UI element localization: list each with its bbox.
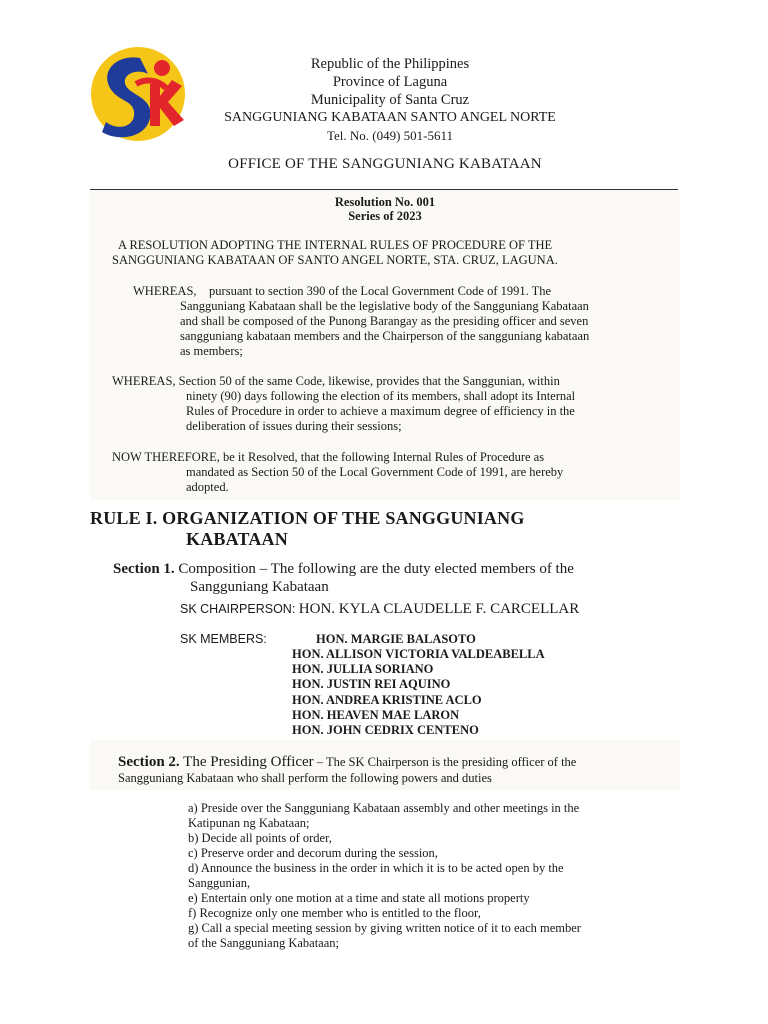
header-telephone: Tel. No. (049) 501-5611 — [326, 128, 454, 143]
rule-1-heading-cont: KABATAAN — [186, 529, 288, 549]
header-sk-name: SANGGUNIANG KABATAAN SANTO ANGEL NORTE — [224, 110, 556, 125]
whereas-1-line2: Sangguniang Kabataan shall be the legislative body of the Sangguniang Kabataan — [180, 299, 589, 313]
duty-item: Katipunan ng Kabataan; — [188, 816, 310, 830]
duty-item: e) Entertain only one motion at a time and state all motions property — [188, 891, 530, 905]
duty-item: c) Preserve order and decorum during the session, — [188, 846, 438, 860]
header-municipality: Municipality of Santa Cruz — [310, 92, 470, 108]
duty-item: of the Sangguniang Kabataan; — [188, 936, 339, 950]
member-item: HON. ANDREA KRISTINE ACLO — [292, 693, 482, 707]
duty-item: Sanggunian, — [188, 876, 251, 890]
resolution-number: Resolution No. 001 — [334, 195, 436, 209]
section-2-title: The Presiding Officer — [179, 754, 314, 770]
resolution-series: Series of 2023 — [348, 209, 422, 223]
section-2-line2: Sangguniang Kabataan who shall perform the following powers and duties — [118, 771, 492, 785]
section-1-line1 — [113, 560, 574, 578]
member-item: HON. MARGIE BALASOTO — [316, 632, 476, 646]
whereas-1-line3: and shall be composed of the Punong Barangay as the presiding officer and seven — [180, 314, 589, 328]
section-1-label: Section 1. — [113, 561, 175, 577]
member-item: HON. JOHN CEDRIX CENTENO — [292, 723, 479, 737]
now-therefore-line2: mandated as Section 50 of the Local Government Code of 1991, are hereby — [186, 465, 564, 479]
member-item: HON. JUSTIN REI AQUINO — [292, 677, 451, 691]
sk-chairperson-name: HON. KYLA CLAUDELLE F. CARCELLAR — [298, 601, 580, 617]
member-item: HON. ALLISON VICTORIA VALDEABELLA — [292, 647, 545, 661]
section-1-text: Composition – The following are the duty elected members of the — [174, 561, 574, 577]
now-therefore-line3: adopted. — [186, 480, 229, 494]
whereas-1-line5: as members; — [180, 344, 243, 358]
whereas-2-line1: WHEREAS, Section 50 of the same Code, likewise, provides that the Sanggunian, within — [112, 374, 560, 388]
whereas-2-line2: ninety (90) days following the election of its members, shall adopt its Internal — [186, 389, 576, 403]
sk-chairperson-label: SK CHAIRPERSON: — [180, 602, 299, 616]
now-therefore-line1: NOW THEREFORE, be it Resolved, that the following Internal Rules of Procedure as — [112, 450, 545, 464]
whereas-2-line3: Rules of Procedure in order to achieve a maximum degree of efficiency in the — [186, 404, 575, 418]
member-item: HON. HEAVEN MAE LARON — [292, 708, 460, 722]
whereas-1-line1: WHEREAS, pursuant to section 390 of the Local Government Code of 1991. The — [133, 284, 552, 298]
section-2-line1 — [118, 753, 576, 771]
member-item: HON. JULLIA SORIANO — [292, 662, 434, 676]
rule-1-heading: RULE I. ORGANIZATION OF THE SANGGUNIANG — [90, 508, 525, 528]
section-2-label: Section 2. — [118, 754, 180, 770]
resolution-title-line1: A RESOLUTION ADOPTING THE INTERNAL RULES OF PROCEDURE OF THE — [118, 238, 553, 252]
sk-logo — [88, 44, 188, 144]
section-1-line2: Sangguniang Kabataan — [190, 579, 329, 595]
office-title: OFFICE OF THE SANGGUNIANG KABATAAN — [228, 156, 542, 172]
header-divider — [90, 189, 678, 190]
whereas-1-line4: sangguniang kabataan members and the Chairperson of the sangguniang kabataan — [180, 329, 590, 343]
whereas-2-line4: deliberation of issues during their sessions; — [186, 419, 402, 433]
duty-item: a) Preside over the Sangguniang Kabataan assembly and other meetings in the — [188, 801, 580, 815]
duty-item: g) Call a special meeting session by giving written notice of it to each member — [188, 921, 581, 935]
duty-item: b) Decide all points of order, — [188, 831, 332, 845]
resolution-title-line2: SANGGUNIANG KABATAAN OF SANTO ANGEL NORTE, STA. CRUZ, LAGUNA. — [112, 253, 558, 267]
section-2-text: – The SK Chairperson is the presiding officer of the — [313, 755, 577, 769]
header-republic: Republic of the Philippines — [310, 56, 470, 72]
duty-item: f) Recognize only one member who is entitled to the floor, — [188, 906, 481, 920]
sk-members-label: SK MEMBERS: — [180, 632, 267, 646]
sk-chairperson-row — [180, 600, 579, 618]
header-province: Province of Laguna — [332, 74, 448, 90]
duty-item: d) Announce the business in the order in which it is to be acted open by the — [188, 861, 564, 875]
